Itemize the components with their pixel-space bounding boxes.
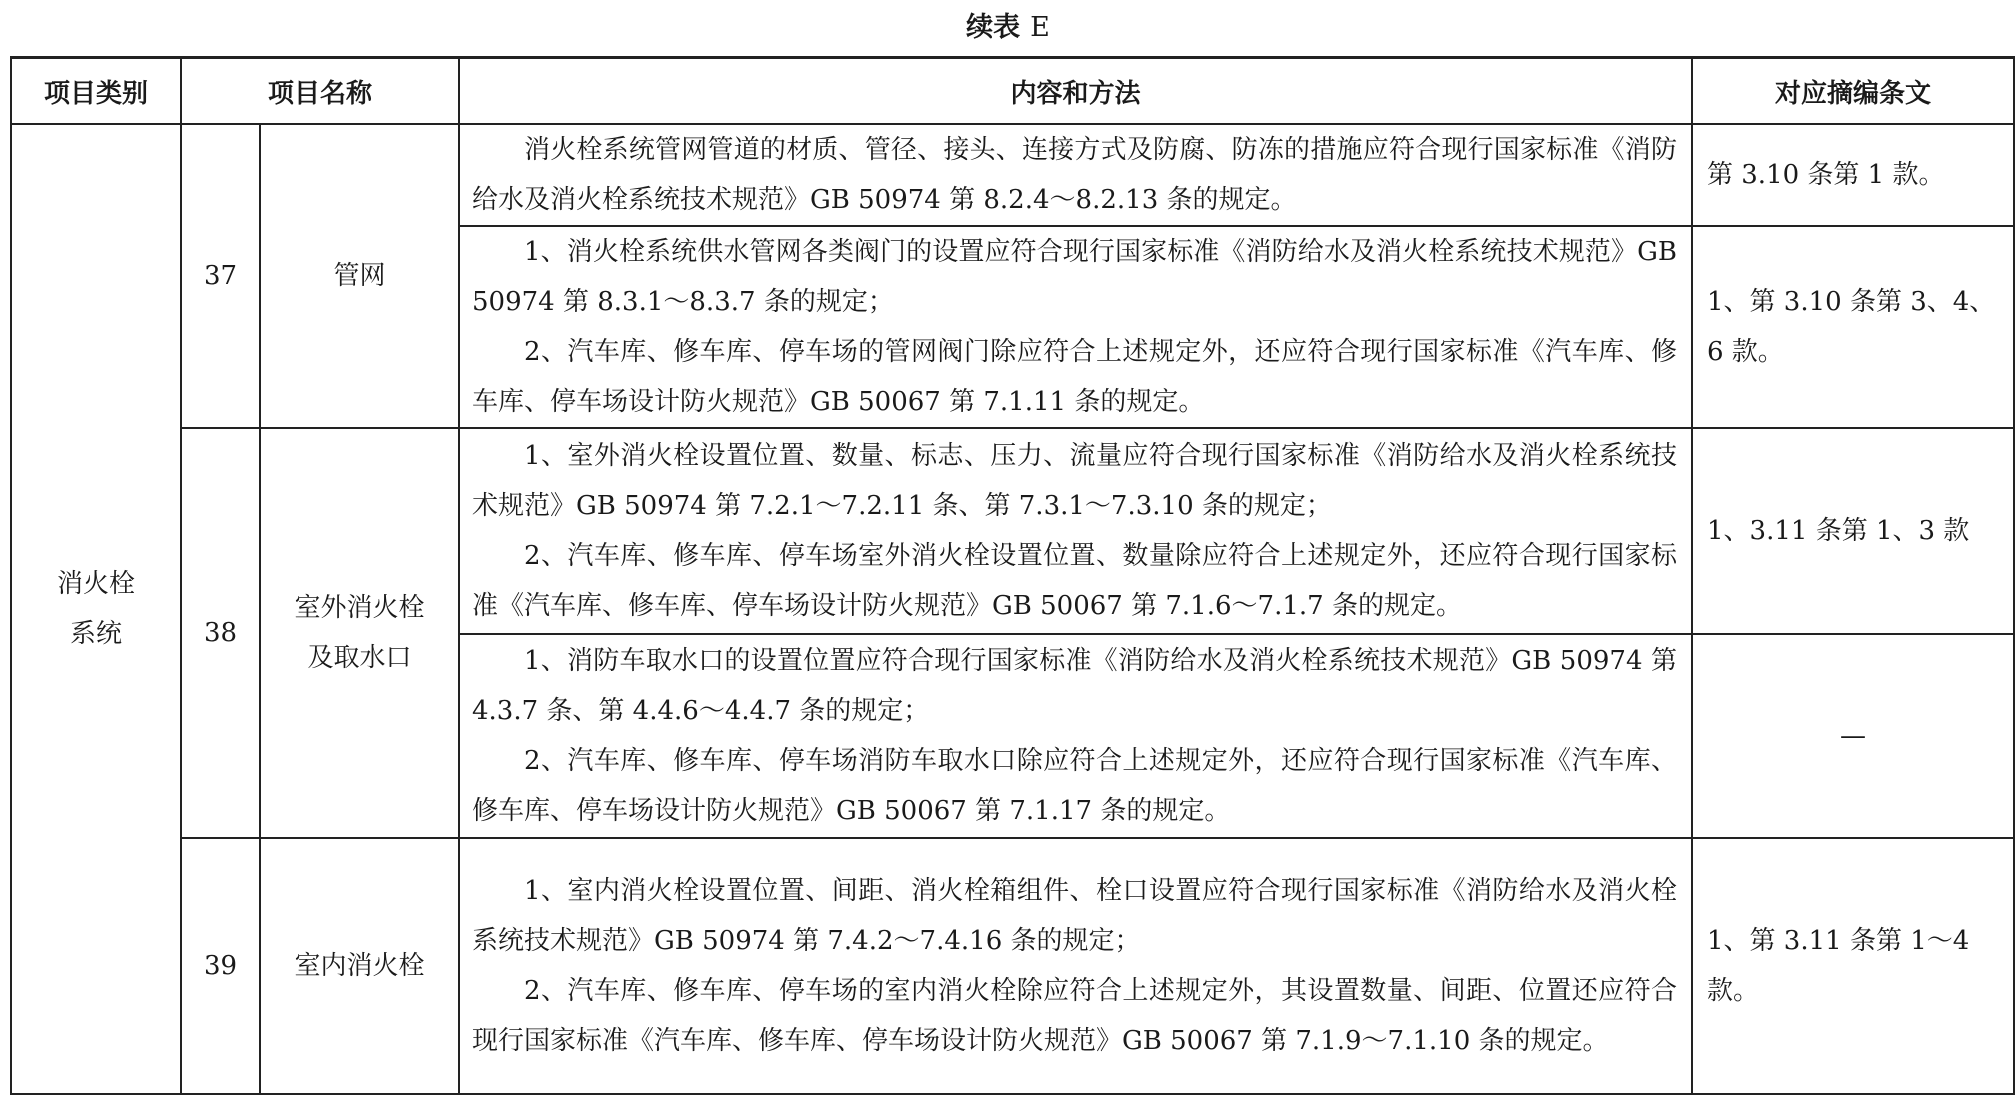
reference-cell: —	[1692, 634, 2014, 838]
content-cell	[459, 226, 1692, 428]
content-cell	[459, 838, 1692, 1094]
item-name	[260, 428, 459, 838]
caption-title: 续表	[966, 12, 1021, 43]
content-cell	[459, 428, 1692, 634]
content-paragraph: 1、消火栓系统供水管网各类阀门的设置应符合现行国家标准《消防给水及消火栓系统技术规范》GB 50974 第 8.3.1～8.3.7 条的规定；	[472, 237, 1677, 317]
reference-cell: 1、第 3.10 条第 3、4、6 款。	[1692, 226, 2014, 428]
content-paragraph: 消火栓系统管网管道的材质、管径、接头、连接方式及防腐、防冻的措施应符合现行国家标准《消防给水及消火栓系统技术规范》GB 50974 第 8.2.4～8.2.13 条的规定。	[472, 135, 1677, 215]
header-reference: 对应摘编条文	[1692, 58, 2014, 125]
caption-letter: E	[1030, 12, 1050, 43]
reference-cell: 1、第 3.11 条第 1～4 款。	[1692, 838, 2014, 1094]
reference-cell: 第 3.10 条第 1 款。	[1692, 124, 2014, 226]
item-name-line: 室外消火栓	[294, 593, 425, 623]
item-number: 39	[181, 838, 260, 1094]
header-category: 项目类别	[11, 58, 181, 125]
content-paragraph: 1、室外消火栓设置位置、数量、标志、压力、流量应符合现行国家标准《消防给水及消火栓系统技术规范》GB 50974 第 7.2.1～7.2.11 条、第 7.3.1～7.3.10 条的规定；	[472, 441, 1677, 521]
table-row	[11, 124, 2014, 226]
table-row	[11, 838, 2014, 1094]
content-paragraph: 2、汽车库、修车库、停车场的管网阀门除应符合上述规定外，还应符合现行国家标准《汽车库、修车库、停车场设计防火规范》GB 50067 第 7.1.11 条的规定。	[472, 337, 1677, 417]
item-name: 管网	[260, 124, 459, 428]
inspection-table	[10, 56, 2015, 1095]
category-line: 系统	[69, 619, 122, 649]
content-paragraph: 2、汽车库、修车库、停车场室外消火栓设置位置、数量除应符合上述规定外，还应符合现行国家标准《汽车库、修车库、停车场设计防火规范》GB 50067 第 7.1.6～7.1.7 条的规定。	[472, 541, 1677, 621]
content-paragraph: 2、汽车库、修车库、停车场消防车取水口除应符合上述规定外，还应符合现行国家标准《汽车库、修车库、停车场设计防火规范》GB 50067 第 7.1.17 条的规定。	[472, 746, 1677, 826]
table-caption	[0, 6, 2016, 50]
content-paragraph: 2、汽车库、修车库、停车场的室内消火栓除应符合上述规定外，其设置数量、间距、位置还应符合现行国家标准《汽车库、修车库、停车场设计防火规范》GB 50067 第 7.1.9～7.1.10 条的规定。	[472, 976, 1677, 1056]
reference-cell: 1、3.11 条第 1、3 款	[1692, 428, 2014, 634]
item-number: 38	[181, 428, 260, 838]
header-row	[11, 58, 2014, 125]
content-paragraph: 1、室内消火栓设置位置、间距、消火栓箱组件、栓口设置应符合现行国家标准《消防给水及消火栓系统技术规范》GB 50974 第 7.4.2～7.4.16 条的规定；	[472, 876, 1677, 956]
item-name: 室内消火栓	[260, 838, 459, 1094]
table-row	[11, 428, 2014, 634]
category-cell	[11, 124, 181, 1094]
content-paragraph: 1、消防车取水口的设置位置应符合现行国家标准《消防给水及消火栓系统技术规范》GB 50974 第 4.3.7 条、第 4.4.6～4.4.7 条的规定；	[472, 646, 1677, 726]
item-name-line: 及取水口	[307, 643, 412, 673]
category-line: 消火栓	[56, 569, 135, 599]
content-cell	[459, 124, 1692, 226]
header-item-name: 项目名称	[181, 58, 459, 125]
content-cell	[459, 634, 1692, 838]
header-content: 内容和方法	[459, 58, 1692, 125]
item-number: 37	[181, 124, 260, 428]
